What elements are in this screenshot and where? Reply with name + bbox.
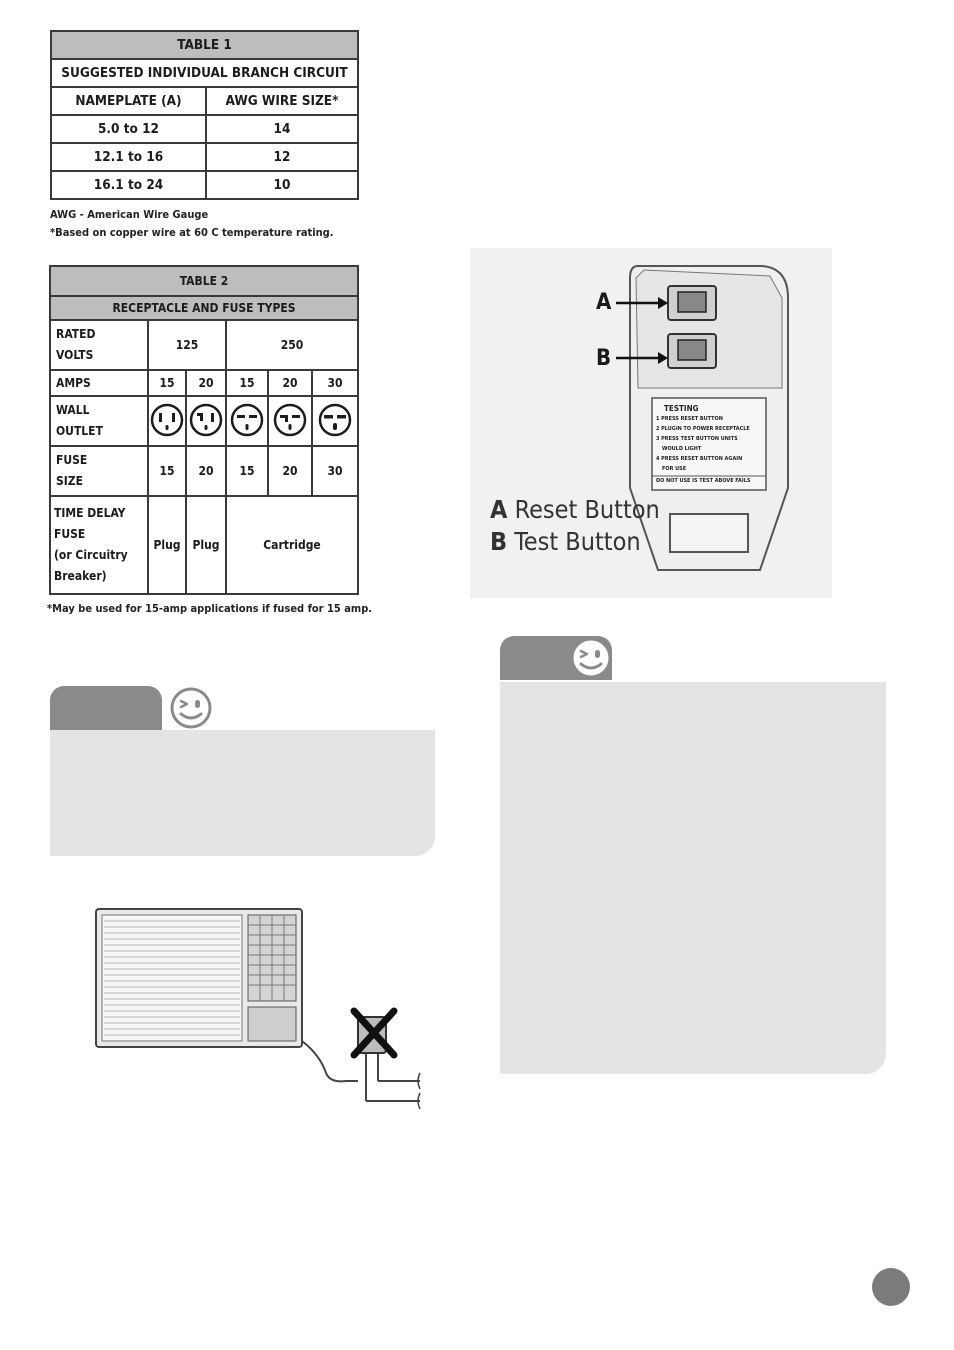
amps-cell: 15 xyxy=(148,370,186,396)
callout-b: B xyxy=(596,346,612,371)
time-delay-cell: Cartridge xyxy=(226,496,358,594)
tip-box-left xyxy=(50,686,435,856)
testing-line: 4 PRESS RESET BUTTON AGAIN xyxy=(656,456,743,462)
table2-title: TABLE 2 xyxy=(50,266,358,296)
label-line: (or Circuitry xyxy=(54,548,128,562)
amps-cell: 20 xyxy=(186,370,226,396)
table1-cell: 10 xyxy=(206,171,358,199)
testing-line: 3 PRESS TEST BUTTON UNITS xyxy=(656,436,738,442)
tip-body xyxy=(50,730,435,856)
time-delay-label xyxy=(50,496,148,594)
legend-letter: A xyxy=(490,495,508,524)
legend-label: Reset Button xyxy=(514,495,660,524)
table1-notes xyxy=(50,206,334,242)
page-number-dot xyxy=(872,1268,910,1306)
testing-line: DO NOT USE IS TEST ABOVE FAILS xyxy=(656,478,751,484)
testing-line: 1 PRESS RESET BUTTON xyxy=(656,416,723,422)
table-row xyxy=(51,143,358,171)
volts-125: 125 xyxy=(148,320,226,370)
fuse-cell: 30 xyxy=(312,446,358,496)
tip-body xyxy=(500,682,886,1074)
wall-outlet-label xyxy=(50,396,148,446)
table1-cell: 14 xyxy=(206,115,358,143)
label-line: FUSE xyxy=(56,453,88,467)
fuse-cell: 20 xyxy=(268,446,312,496)
table1-cell: 12 xyxy=(206,143,358,171)
table1-header-awg: AWG WIRE SIZE* xyxy=(206,87,358,115)
label-line: VOLTS xyxy=(56,348,94,362)
fuse-cell: 20 xyxy=(186,446,226,496)
table1-title: TABLE 1 xyxy=(51,31,358,59)
outlet-250v-20a-icon xyxy=(273,403,307,437)
testing-line: WOULD LIGHT xyxy=(662,446,702,452)
air-conditioner-extension-cord-illustration xyxy=(90,905,435,1120)
testing-instructions xyxy=(656,403,766,486)
label-line: Breaker) xyxy=(54,569,107,583)
volts-250: 250 xyxy=(226,320,358,370)
tip-box-right xyxy=(500,636,886,1074)
testing-line: FOR USE xyxy=(662,466,687,472)
table1-cell: 5.0 to 12 xyxy=(51,115,206,143)
table-branch-circuit xyxy=(50,30,359,200)
legend-test xyxy=(490,526,660,558)
label-line: TIME DELAY xyxy=(54,506,126,520)
outlet-cell xyxy=(268,396,312,446)
amps-cell: 20 xyxy=(268,370,312,396)
fuse-cell: 15 xyxy=(226,446,268,496)
outlet-250v-30a-icon xyxy=(318,403,352,437)
table1-cell: 12.1 to 16 xyxy=(51,143,206,171)
rated-volts-label xyxy=(50,320,148,370)
table-row xyxy=(51,171,358,199)
label-line: WALL xyxy=(56,403,90,417)
outlet-250v-15a-icon xyxy=(230,403,264,437)
label-line: OUTLET xyxy=(56,424,103,438)
table1-note-copper: *Based on copper wire at 60 C temperature rating. xyxy=(50,226,334,239)
outlet-cell xyxy=(186,396,226,446)
legend-letter: B xyxy=(490,527,508,556)
table2-subtitle: RECEPTACLE AND FUSE TYPES xyxy=(50,296,358,320)
outlet-125v-15a-icon xyxy=(150,403,184,437)
outlet-cell xyxy=(148,396,186,446)
table2-note: *May be used for 15-amp applications if fused for 15 amp. xyxy=(47,602,373,615)
table1-note-awg: AWG - American Wire Gauge xyxy=(50,208,209,221)
plug-legend xyxy=(490,494,660,558)
label-line: RATED xyxy=(56,327,96,341)
outlet-125v-20a-icon xyxy=(189,403,223,437)
outlet-cell xyxy=(312,396,358,446)
wink-smiley-icon xyxy=(170,687,212,729)
table1-header-nameplate: NAMEPLATE (A) xyxy=(51,87,206,115)
label-line: SIZE xyxy=(56,474,83,488)
table1-subtitle: SUGGESTED INDIVIDUAL BRANCH CIRCUIT xyxy=(51,59,358,87)
table1-cell: 16.1 to 24 xyxy=(51,171,206,199)
time-delay-cell: Plug xyxy=(148,496,186,594)
table-row xyxy=(51,115,358,143)
testing-title: TESTING xyxy=(664,404,699,413)
outlet-cell xyxy=(226,396,268,446)
callout-a: A xyxy=(596,290,612,315)
legend-label: Test Button xyxy=(514,527,641,556)
tip-tab xyxy=(50,686,162,730)
fuse-size-label xyxy=(50,446,148,496)
amps-cell: 30 xyxy=(312,370,358,396)
table-receptacle-fuse xyxy=(49,265,359,595)
wink-smiley-icon xyxy=(570,637,612,679)
legend-reset xyxy=(490,494,660,526)
testing-line: 2 PLUGIN TO POWER RECEPTACLE xyxy=(656,426,750,432)
fuse-cell: 15 xyxy=(148,446,186,496)
amps-label: AMPS xyxy=(50,370,148,396)
time-delay-cell: Plug xyxy=(186,496,226,594)
label-line: FUSE xyxy=(54,527,86,541)
amps-cell: 15 xyxy=(226,370,268,396)
